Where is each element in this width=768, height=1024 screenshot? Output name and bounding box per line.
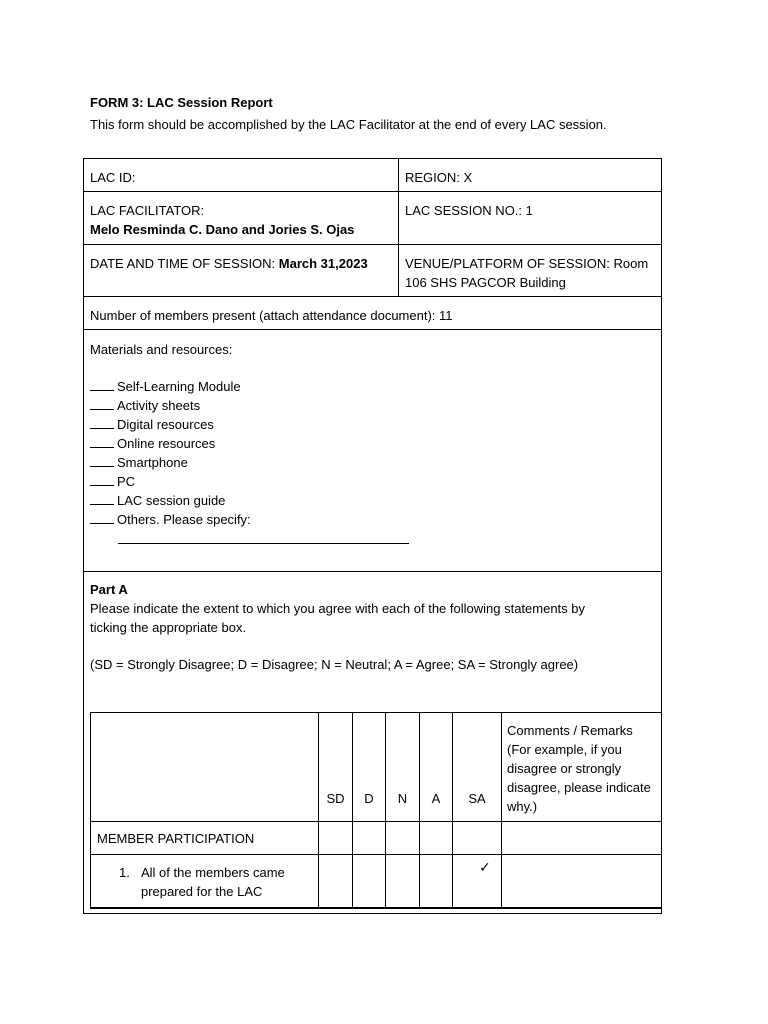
- checkbox-blank[interactable]: [90, 377, 114, 391]
- others-specify-line[interactable]: [118, 543, 409, 544]
- material-item[interactable]: [90, 453, 655, 472]
- venue-line2: 106 SHS PAGCOR Building: [405, 275, 566, 290]
- statement-line: prepared for the LAC: [141, 884, 263, 899]
- members-present-value: Number of members present (attach attendance document): 11: [90, 308, 453, 323]
- material-item[interactable]: [90, 491, 655, 510]
- session-no-value: LAC SESSION NO.: 1: [405, 203, 533, 218]
- facilitator-name: Melo Resminda C. Dano and Jories S. Ojas: [90, 222, 355, 237]
- material-label: Activity sheets: [117, 398, 201, 413]
- materials-list: [90, 377, 655, 529]
- date-label: DATE AND TIME OF SESSION:: [90, 256, 279, 271]
- remarks-line: why.): [507, 799, 538, 814]
- col-n: [386, 713, 420, 907]
- remarks-line: disagree or strongly: [507, 761, 622, 776]
- members-present-cell[interactable]: [84, 297, 661, 329]
- checkbox-blank[interactable]: [90, 491, 114, 505]
- date-cell[interactable]: [84, 245, 399, 296]
- materials-cell: [84, 330, 661, 571]
- remarks-line: (For example, if you: [507, 742, 622, 757]
- material-item[interactable]: [90, 472, 655, 491]
- facilitator-label: LAC FACILITATOR:: [90, 203, 205, 218]
- row-facilitator: [84, 192, 661, 245]
- col-header-n: N: [397, 791, 408, 806]
- region-value: REGION: X: [405, 170, 473, 185]
- venue-cell[interactable]: [399, 245, 661, 296]
- report-form: [83, 158, 662, 914]
- material-item[interactable]: [90, 396, 655, 415]
- date-value: March 31,2023: [278, 256, 368, 271]
- statement-text: [141, 863, 331, 901]
- checkbox-blank[interactable]: [90, 472, 114, 486]
- rating-table: [90, 712, 662, 908]
- col-header-a: A: [431, 791, 441, 806]
- checkbox-blank[interactable]: [90, 510, 114, 524]
- checkbox-blank[interactable]: [90, 415, 114, 429]
- col-sa: [453, 713, 502, 907]
- material-label: Others. Please specify:: [117, 512, 251, 527]
- lac-id-cell[interactable]: [84, 159, 399, 191]
- part-a-heading: Part A: [90, 582, 128, 597]
- lac-id-label: LAC ID:: [90, 170, 136, 185]
- row-members-present: [84, 297, 661, 330]
- material-label: Digital resources: [117, 417, 214, 432]
- venue-line1: VENUE/PLATFORM OF SESSION: Room: [405, 256, 649, 271]
- row-date-venue: [84, 245, 661, 297]
- col-d: [353, 713, 386, 907]
- material-item[interactable]: [90, 377, 655, 396]
- session-no-cell[interactable]: [399, 192, 661, 244]
- material-item[interactable]: [90, 510, 655, 529]
- statement-line: All of the members came: [141, 865, 285, 880]
- material-label: Online resources: [117, 436, 216, 451]
- facilitator-cell[interactable]: [84, 192, 399, 244]
- region-cell[interactable]: [399, 159, 661, 191]
- remarks-line: Comments / Remarks: [507, 723, 633, 738]
- checkmark-icon[interactable]: ✓: [479, 859, 491, 875]
- material-item[interactable]: [90, 415, 655, 434]
- material-label: LAC session guide: [117, 493, 226, 508]
- part-a-instruction-2: ticking the appropriate box.: [90, 620, 247, 635]
- col-a: [420, 713, 453, 907]
- checkbox-blank[interactable]: [90, 434, 114, 448]
- checkbox-blank[interactable]: [90, 453, 114, 467]
- material-item[interactable]: [90, 434, 655, 453]
- remarks-header: [507, 721, 663, 816]
- checkbox-blank[interactable]: [90, 396, 114, 410]
- bottom-rule: [90, 908, 661, 909]
- col-header-sa: SA: [468, 791, 486, 806]
- material-label: PC: [117, 474, 136, 489]
- form-subtitle: This form should be accomplished by the LAC Facilitator at the end of every LAC session.: [90, 117, 607, 132]
- col-header-d: D: [364, 791, 374, 806]
- rating-legend: (SD = Strongly Disagree; D = Disagree; N = Neutral; A = Agree; SA = Strongly agree): [90, 657, 579, 672]
- remarks-line: disagree, please indicate: [507, 780, 651, 795]
- material-label: Self-Learning Module: [117, 379, 241, 394]
- part-a-instruction-1: Please indicate the extent to which you agree with each of the following statements by: [90, 601, 586, 616]
- material-label: Smartphone: [117, 455, 188, 470]
- section-label: MEMBER PARTICIPATION: [97, 831, 255, 846]
- col-header-sd: SD: [326, 791, 345, 806]
- form-title: FORM 3: LAC Session Report: [90, 95, 273, 110]
- statement-number: 1.: [119, 865, 130, 880]
- row-materials: [84, 330, 661, 572]
- materials-heading: Materials and resources:: [90, 342, 233, 357]
- row-lac-id: [84, 159, 661, 192]
